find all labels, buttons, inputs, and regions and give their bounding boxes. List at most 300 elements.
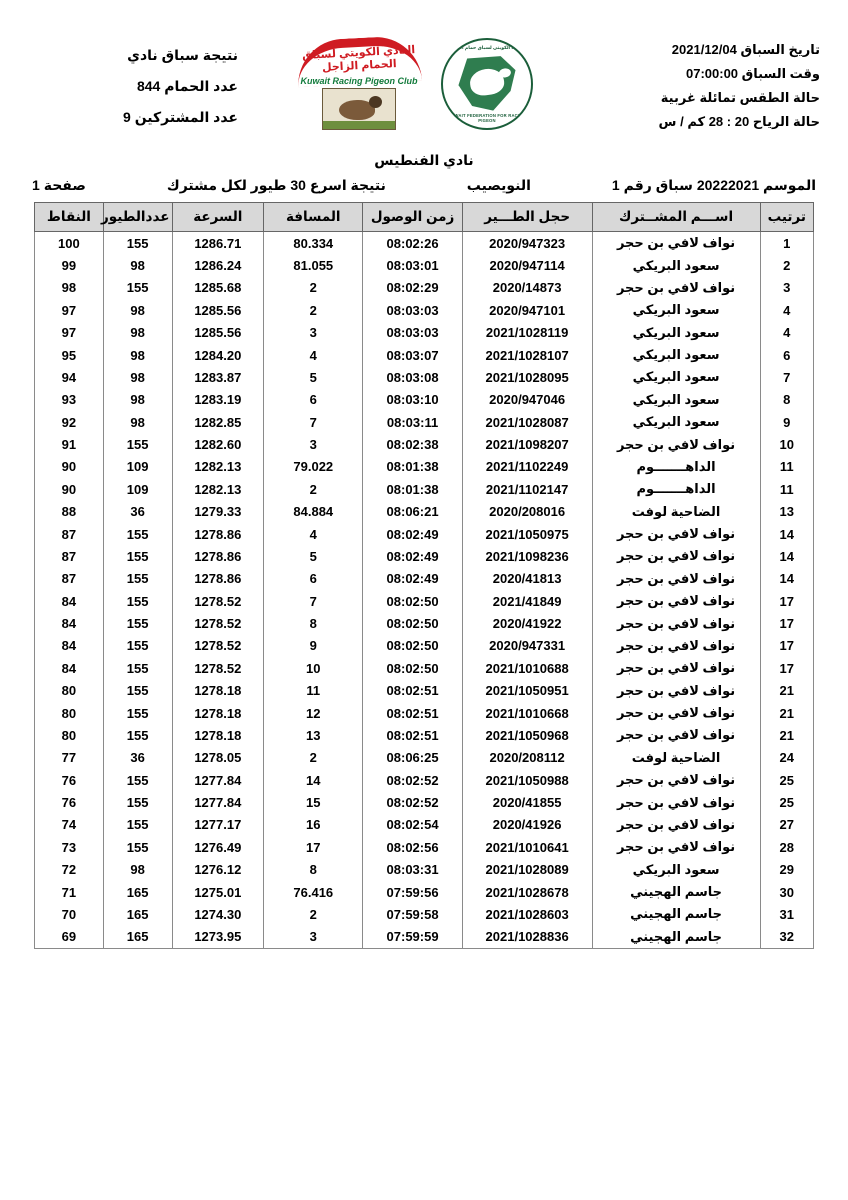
cell-name: نواف لافي بن حجر: [592, 791, 760, 813]
cell-birds: 155: [103, 277, 172, 299]
cell-ring: 2021/1028107: [462, 344, 592, 366]
cell-ring: 2021/1028836: [462, 926, 592, 949]
cell-time: 08:03:03: [363, 299, 462, 321]
table-row: [35, 859, 814, 881]
members-count-label: عدد المشتركين: [134, 108, 238, 125]
cell-rank: 6: [760, 344, 813, 366]
cell-time: 08:03:08: [363, 366, 462, 388]
cell-time: 07:59:58: [363, 903, 462, 925]
page-value: 1: [32, 177, 40, 193]
cell-name: الضاحية لوفت: [592, 747, 760, 769]
cell-time: 08:02:50: [363, 590, 462, 612]
cell-rank: 31: [760, 903, 813, 925]
cell-birds: 155: [103, 769, 172, 791]
cell-ring: 2021/1050975: [462, 523, 592, 545]
table-row: [35, 903, 814, 925]
cell-name: نواف لافي بن حجر: [592, 657, 760, 679]
table-row: [35, 724, 814, 746]
cell-rank: 3: [760, 277, 813, 299]
cell-speed: 1274.30: [172, 903, 264, 925]
cell-points: 88: [35, 501, 104, 523]
cell-name: نواف لافي بن حجر: [592, 814, 760, 836]
col-distance: المسافة: [264, 203, 363, 232]
cell-points: 74: [35, 814, 104, 836]
season-cell: [612, 177, 816, 194]
cell-points: 93: [35, 389, 104, 411]
cell-time: 08:03:31: [363, 859, 462, 881]
cell-speed: 1285.68: [172, 277, 264, 299]
cell-ring: 2020/41855: [462, 791, 592, 813]
cell-name: نواف لافي بن حجر: [592, 590, 760, 612]
results-table-wrap: [28, 202, 820, 949]
cell-dist: 15: [264, 791, 363, 813]
location-cell: النويصيب: [466, 177, 531, 193]
cell-name: سعود البريكي: [592, 299, 760, 321]
cell-points: 76: [35, 791, 104, 813]
cell-birds: 36: [103, 501, 172, 523]
pigeon-count-label: عدد الحمام: [164, 77, 238, 94]
cell-birds: 98: [103, 859, 172, 881]
cell-points: 72: [35, 859, 104, 881]
cell-points: 90: [35, 478, 104, 500]
cell-rank: 17: [760, 612, 813, 634]
cell-birds: 155: [103, 836, 172, 858]
cell-birds: 98: [103, 299, 172, 321]
race-meta-row: [28, 177, 820, 202]
col-member: اســـم المشــترك: [592, 203, 760, 232]
cell-rank: 4: [760, 322, 813, 344]
page-cell: [32, 177, 86, 194]
cell-ring: 2020/947323: [462, 232, 592, 255]
cell-name: نواف لافي بن حجر: [592, 545, 760, 567]
cell-ring: 2020/14873: [462, 277, 592, 299]
cell-points: 70: [35, 903, 104, 925]
table-row: [35, 612, 814, 634]
table-row: [35, 769, 814, 791]
cell-points: 77: [35, 747, 104, 769]
cell-dist: 10: [264, 657, 363, 679]
cell-ring: 2020/947114: [462, 254, 592, 276]
cell-rank: 21: [760, 680, 813, 702]
club-name: نادي الفنطيس: [374, 152, 474, 168]
cell-dist: 3: [264, 322, 363, 344]
cell-birds: 155: [103, 680, 172, 702]
table-row: [35, 680, 814, 702]
cell-points: 73: [35, 836, 104, 858]
cell-name: نواف لافي بن حجر: [592, 635, 760, 657]
cell-time: 08:02:49: [363, 523, 462, 545]
cell-rank: 25: [760, 769, 813, 791]
cell-ring: 2021/41849: [462, 590, 592, 612]
cell-birds: 155: [103, 590, 172, 612]
cell-rank: 14: [760, 523, 813, 545]
cell-time: 08:02:56: [363, 836, 462, 858]
table-row: [35, 881, 814, 903]
cell-points: 80: [35, 680, 104, 702]
cell-time: 08:03:11: [363, 411, 462, 433]
cell-dist: 8: [264, 859, 363, 881]
cell-time: 08:02:38: [363, 433, 462, 455]
table-row: [35, 814, 814, 836]
cell-birds: 155: [103, 612, 172, 634]
cell-points: 97: [35, 299, 104, 321]
cell-time: 08:02:51: [363, 702, 462, 724]
cell-dist: 5: [264, 545, 363, 567]
race-time-value: 07:00:00: [685, 66, 739, 82]
birds-per-member-label: طيور لكل مشترك: [166, 177, 287, 193]
cell-speed: 1282.13: [172, 478, 264, 500]
table-row: [35, 545, 814, 567]
table-row: [35, 433, 814, 455]
cell-dist: 16: [264, 814, 363, 836]
members-count-value: 9: [123, 108, 131, 125]
cell-name: سعود البريكي: [592, 254, 760, 276]
cell-rank: 27: [760, 814, 813, 836]
cell-time: 07:59:59: [363, 926, 462, 949]
cell-rank: 1: [760, 232, 813, 255]
cell-name: سعود البريكي: [592, 859, 760, 881]
col-rank: ترتيب: [760, 203, 813, 232]
cell-dist: 2: [264, 299, 363, 321]
cell-name: سعود البريكي: [592, 389, 760, 411]
cell-speed: 1278.18: [172, 702, 264, 724]
cell-points: 84: [35, 590, 104, 612]
cell-ring: 2021/1010688: [462, 657, 592, 679]
cell-time: 07:59:56: [363, 881, 462, 903]
cell-name: جاسم الهجيني: [592, 903, 760, 925]
table-row: [35, 635, 814, 657]
cell-points: 84: [35, 657, 104, 679]
table-row: [35, 366, 814, 388]
cell-ring: 2021/1028603: [462, 903, 592, 925]
club-logo-plate: [322, 88, 396, 130]
cell-speed: 1282.85: [172, 411, 264, 433]
birds-per-member-value: 30: [290, 177, 306, 193]
col-time: زمن الوصول: [363, 203, 462, 232]
cell-birds: 155: [103, 232, 172, 255]
cell-birds: 155: [103, 657, 172, 679]
cell-points: 71: [35, 881, 104, 903]
table-row: [35, 702, 814, 724]
table-row: [35, 657, 814, 679]
cell-ring: 2020/41813: [462, 568, 592, 590]
table-row: [35, 747, 814, 769]
cell-ring: 2020/208112: [462, 747, 592, 769]
cell-speed: 1278.86: [172, 545, 264, 567]
cell-birds: 155: [103, 635, 172, 657]
cell-birds: 98: [103, 366, 172, 388]
table-row: [35, 791, 814, 813]
cell-dist: 9: [264, 635, 363, 657]
cell-rank: 14: [760, 545, 813, 567]
federation-logo-shape: [456, 55, 518, 113]
fastest-label: نتيجة اسرع: [309, 177, 386, 193]
cell-speed: 1285.56: [172, 322, 264, 344]
cell-speed: 1278.52: [172, 657, 264, 679]
cell-name: نواف لافي بن حجر: [592, 702, 760, 724]
cell-speed: 1282.60: [172, 433, 264, 455]
cell-time: 08:03:01: [363, 254, 462, 276]
cell-ring: 2020/41922: [462, 612, 592, 634]
race-time-row: [590, 62, 820, 86]
cell-name: نواف لافي بن حجر: [592, 277, 760, 299]
cell-rank: 32: [760, 926, 813, 949]
table-row: [35, 344, 814, 366]
cell-time: 08:02:29: [363, 277, 462, 299]
cell-dist: 2: [264, 903, 363, 925]
cell-birds: 98: [103, 344, 172, 366]
cell-dist: 5: [264, 366, 363, 388]
cell-speed: 1275.01: [172, 881, 264, 903]
cell-speed: 1273.95: [172, 926, 264, 949]
cell-ring: 2021/1028095: [462, 366, 592, 388]
cell-time: 08:06:25: [363, 747, 462, 769]
col-ring: حجل الطـــير: [462, 203, 592, 232]
cell-rank: 8: [760, 389, 813, 411]
cell-ring: 2021/1028119: [462, 322, 592, 344]
table-row: [35, 590, 814, 612]
cell-birds: 165: [103, 881, 172, 903]
cell-speed: 1278.86: [172, 568, 264, 590]
race-info-block: [590, 18, 820, 134]
pigeon-count-row: [28, 71, 238, 102]
cell-ring: 2021/1050988: [462, 769, 592, 791]
cell-name: نواف لافي بن حجر: [592, 612, 760, 634]
cell-birds: 98: [103, 254, 172, 276]
cell-time: 08:02:49: [363, 545, 462, 567]
cell-name: سعود البريكي: [592, 411, 760, 433]
grass-strip: [323, 121, 395, 129]
table-row: [35, 322, 814, 344]
cell-speed: 1283.87: [172, 366, 264, 388]
season-label: الموسم: [763, 177, 816, 193]
club-logo-icon: [295, 36, 423, 132]
cell-ring: 2020/947331: [462, 635, 592, 657]
cell-name: نواف لافي بن حجر: [592, 568, 760, 590]
cell-dist: 2: [264, 478, 363, 500]
cell-rank: 17: [760, 657, 813, 679]
cell-rank: 29: [760, 859, 813, 881]
cell-points: 80: [35, 724, 104, 746]
cell-name: نواف لافي بن حجر: [592, 680, 760, 702]
cell-ring: 2021/1098236: [462, 545, 592, 567]
cell-speed: 1285.56: [172, 299, 264, 321]
cell-dist: 8: [264, 612, 363, 634]
cell-dist: 76.416: [264, 881, 363, 903]
cell-birds: 165: [103, 926, 172, 949]
cell-speed: 1286.71: [172, 232, 264, 255]
cell-speed: 1276.12: [172, 859, 264, 881]
members-count-row: [28, 102, 238, 133]
cell-speed: 1278.52: [172, 635, 264, 657]
cell-name: الداهـــــــوم: [592, 478, 760, 500]
cell-points: 94: [35, 366, 104, 388]
cell-dist: 81.055: [264, 254, 363, 276]
cell-dist: 2: [264, 747, 363, 769]
cell-rank: 30: [760, 881, 813, 903]
cell-dist: 6: [264, 568, 363, 590]
cell-dist: 7: [264, 411, 363, 433]
cell-points: 80: [35, 702, 104, 724]
cell-rank: 10: [760, 433, 813, 455]
cell-speed: 1277.84: [172, 791, 264, 813]
table-row: [35, 277, 814, 299]
cell-rank: 14: [760, 568, 813, 590]
cell-dist: 80.334: [264, 232, 363, 255]
cell-ring: 2020/947046: [462, 389, 592, 411]
cell-name: نواف لافي بن حجر: [592, 232, 760, 255]
table-row: [35, 299, 814, 321]
results-table: [34, 202, 814, 949]
table-header-row: [35, 203, 814, 232]
cell-time: 08:03:07: [363, 344, 462, 366]
cell-birds: 155: [103, 814, 172, 836]
cell-dist: 4: [264, 344, 363, 366]
cell-dist: 14: [264, 769, 363, 791]
wind-label: حالة الرياح: [752, 114, 820, 130]
weather-value: تمائلة غربية: [660, 90, 736, 106]
wind-value: 20 : 28 كم / س: [658, 114, 750, 130]
cell-dist: 84.884: [264, 501, 363, 523]
table-row: [35, 836, 814, 858]
club-logo-english-text: Kuwait Racing Pigeon Club: [300, 76, 418, 86]
title-block: [28, 18, 238, 132]
cell-time: 08:03:10: [363, 389, 462, 411]
cell-rank: 17: [760, 590, 813, 612]
cell-dist: 17: [264, 836, 363, 858]
cell-time: 08:01:38: [363, 456, 462, 478]
cell-time: 08:02:51: [363, 724, 462, 746]
cell-ring: 2021/1028678: [462, 881, 592, 903]
cell-dist: 13: [264, 724, 363, 746]
federation-logo-icon: [441, 38, 533, 130]
cell-name: نواف لافي بن حجر: [592, 433, 760, 455]
cell-rank: 11: [760, 478, 813, 500]
cell-dist: 2: [264, 277, 363, 299]
cell-rank: 24: [760, 747, 813, 769]
cell-points: 87: [35, 568, 104, 590]
col-points: النقاط: [35, 203, 104, 232]
cell-dist: 12: [264, 702, 363, 724]
cell-points: 69: [35, 926, 104, 949]
table-row: [35, 411, 814, 433]
cell-speed: 1276.49: [172, 836, 264, 858]
cell-speed: 1278.52: [172, 612, 264, 634]
cell-name: جاسم الهجيني: [592, 881, 760, 903]
cell-points: 76: [35, 769, 104, 791]
table-row: [35, 478, 814, 500]
cell-birds: 155: [103, 545, 172, 567]
cell-birds: 155: [103, 724, 172, 746]
cell-points: 91: [35, 433, 104, 455]
cell-points: 84: [35, 612, 104, 634]
cell-ring: 2021/1102147: [462, 478, 592, 500]
cell-birds: 98: [103, 322, 172, 344]
race-no-value: 1: [611, 177, 620, 193]
cell-rank: 9: [760, 411, 813, 433]
cell-rank: 11: [760, 456, 813, 478]
cell-birds: 109: [103, 478, 172, 500]
weather-label: حالة الطقس: [739, 90, 820, 106]
cell-name: نواف لافي بن حجر: [592, 724, 760, 746]
table-row: [35, 456, 814, 478]
cell-ring: 2021/1050968: [462, 724, 592, 746]
cell-ring: 2021/1010668: [462, 702, 592, 724]
table-row: [35, 232, 814, 255]
cell-speed: 1284.20: [172, 344, 264, 366]
table-row: [35, 926, 814, 949]
table-row: [35, 389, 814, 411]
wind-row: [590, 110, 820, 134]
cell-points: 99: [35, 254, 104, 276]
cell-time: 08:02:51: [363, 680, 462, 702]
cell-points: 92: [35, 411, 104, 433]
cell-ring: 2021/1102249: [462, 456, 592, 478]
cell-ring: 2021/1010641: [462, 836, 592, 858]
cell-dist: 3: [264, 926, 363, 949]
cell-dist: 7: [264, 590, 363, 612]
cell-rank: 21: [760, 724, 813, 746]
federation-logo-bottom-text: KUWAIT FEDERATION FOR RACING PIGEON: [448, 113, 526, 123]
page-title: نتيجة سباق نادي: [127, 47, 238, 63]
cell-speed: 1278.18: [172, 680, 264, 702]
cell-time: 08:03:03: [363, 322, 462, 344]
race-date-value: 2021/12/04: [671, 42, 737, 57]
cell-points: 98: [35, 277, 104, 299]
season-value: 20222021: [696, 177, 760, 193]
cell-speed: 1277.17: [172, 814, 264, 836]
col-birds: عددالطيور: [103, 203, 172, 232]
cell-speed: 1278.05: [172, 747, 264, 769]
table-row: [35, 501, 814, 523]
cell-name: سعود البريكي: [592, 366, 760, 388]
cell-rank: 21: [760, 702, 813, 724]
cell-rank: 7: [760, 366, 813, 388]
cell-points: 100: [35, 232, 104, 255]
table-row: [35, 568, 814, 590]
cell-time: 08:02:50: [363, 612, 462, 634]
cell-rank: 17: [760, 635, 813, 657]
race-no-label: سباق رقم: [623, 177, 693, 193]
cell-dist: 6: [264, 389, 363, 411]
cell-points: 87: [35, 523, 104, 545]
cell-points: 87: [35, 545, 104, 567]
club-logo-arabic-text: النادي الكويتي لسباق الحمام الزاجل: [301, 44, 416, 74]
cell-ring: 2021/1028089: [462, 859, 592, 881]
cell-speed: 1279.33: [172, 501, 264, 523]
cell-speed: 1278.18: [172, 724, 264, 746]
race-date-label: تاريخ السباق: [740, 42, 820, 57]
cell-points: 84: [35, 635, 104, 657]
cell-ring: 2021/1028087: [462, 411, 592, 433]
cell-rank: 4: [760, 299, 813, 321]
cell-time: 08:02:50: [363, 657, 462, 679]
cell-ring: 2020/947101: [462, 299, 592, 321]
page-label: صفحة: [43, 177, 86, 193]
cell-time: 08:01:38: [363, 478, 462, 500]
cell-ring: 2020/41926: [462, 814, 592, 836]
cell-name: سعود البريكي: [592, 344, 760, 366]
cell-time: 08:02:50: [363, 635, 462, 657]
cell-time: 08:02:49: [363, 568, 462, 590]
cell-time: 08:02:54: [363, 814, 462, 836]
table-row: [35, 254, 814, 276]
cell-birds: 155: [103, 702, 172, 724]
cell-birds: 155: [103, 523, 172, 545]
race-time-label: وقت السباق: [741, 66, 820, 82]
cell-birds: 109: [103, 456, 172, 478]
cell-name: جاسم الهجيني: [592, 926, 760, 949]
